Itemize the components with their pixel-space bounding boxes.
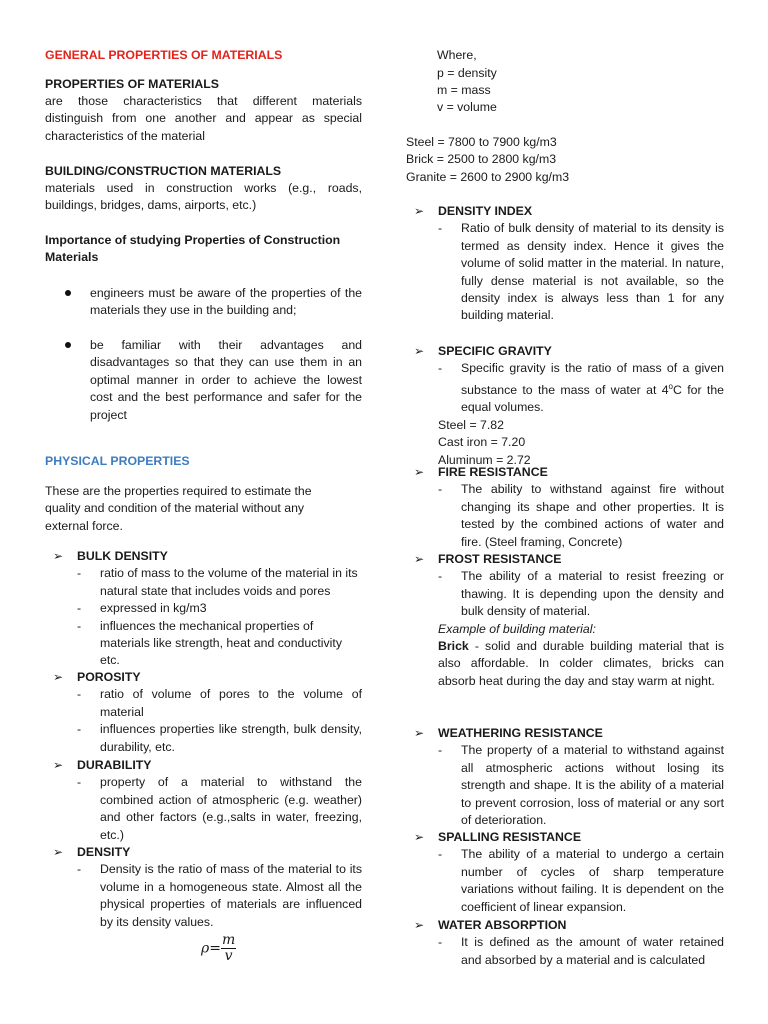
- durability-section: [45, 757, 362, 844]
- arrow-bullet-icon: ➢: [414, 465, 425, 479]
- list-item: - The ability to withstand against fire without changing its shape and other properties. It is tested by the combined actions of water and fire. (Steel framing, Concrete): [438, 482, 724, 549]
- bulk-density-label: BULK DENSITY: [77, 549, 168, 563]
- bullet-item: [45, 337, 362, 424]
- frost-resistance-section: [406, 551, 724, 690]
- arrow-bullet-icon: ➢: [414, 344, 425, 358]
- list-item: - influences the mechanical properties of materials like strength, heat and conductivity etc.: [77, 618, 342, 668]
- weathering-resistance-section: [406, 725, 724, 829]
- specific-gravity-value: Cast iron = 7.20: [438, 435, 526, 450]
- list-item: - The ability of a material to resist freezing or thawing. It is depending upon the density and bulk density of material.: [438, 569, 724, 619]
- bullet-dot: [65, 342, 71, 348]
- arrow-bullet-icon: ➢: [414, 918, 425, 932]
- brick-example: Brick - solid and durable building material that is also affordable. In colder climates, bricks can absorb heat during the day and stay warm at night.: [438, 639, 724, 688]
- density-formula: ρ= $\frac{m}{v}$: [201, 932, 236, 964]
- physical-properties-heading: PHYSICAL PROPERTIES: [45, 454, 190, 468]
- specific-gravity-value: Steel = 7.82: [438, 417, 504, 432]
- building-materials-text: materials used in construction works (e.g., roads, buildings, bridges, dams, airports, etc.): [45, 181, 362, 213]
- list-item: - influences properties like strength, bulk density, durability, etc.: [77, 722, 362, 754]
- density-value-line: Granite = 2600 to 2900 kg/m3: [406, 170, 570, 184]
- water-absorption-label: WATER ABSORPTION: [438, 918, 567, 932]
- arrow-bullet-icon: ➢: [414, 830, 425, 844]
- specific-gravity-value: Aluminum = 2.72: [438, 452, 531, 467]
- definition-line: m = mass: [437, 83, 491, 97]
- water-absorption-section: [406, 917, 724, 969]
- arrow-bullet-icon: ➢: [414, 726, 425, 740]
- arrow-bullet-icon: ➢: [53, 758, 64, 772]
- porosity-section: [45, 669, 362, 756]
- definition-line: v = volume: [437, 100, 497, 114]
- arrow-bullet-icon: ➢: [53, 845, 64, 859]
- density-index-label: DENSITY INDEX: [438, 204, 533, 218]
- building-materials-heading: BUILDING/CONSTRUCTION MATERIALS: [45, 164, 282, 178]
- document-title: GENERAL PROPERTIES OF MATERIALS: [45, 48, 283, 62]
- spalling-resistance-label: SPALLING RESISTANCE: [438, 830, 582, 844]
- properties-heading: PROPERTIES OF MATERIALS: [45, 77, 219, 91]
- porosity-label: POROSITY: [77, 670, 141, 684]
- example-label: Example of building material:: [438, 621, 596, 636]
- where-label: Where,: [437, 48, 477, 62]
- durability-label: DURABILITY: [77, 758, 152, 772]
- specific-gravity-section: [406, 343, 724, 469]
- physical-properties-text: These are the properties required to estimate the quality and condition of the material without any external force.: [45, 484, 312, 533]
- weathering-resistance-label: WEATHERING RESISTANCE: [438, 726, 603, 740]
- bullet-text: engineers must be aware of the properties of the materials they use in the building and;: [90, 286, 362, 318]
- bullet-dot: [65, 290, 71, 296]
- list-item: - Ratio of bulk density of material to its density is termed as density index. Hence it gives the volume of solid matter in the material. In nature, fully dense material is not available, so the density index is always less than 1 for any building material.: [438, 221, 724, 323]
- arrow-bullet-icon: ➢: [53, 549, 64, 563]
- list-item: - Density is the ratio of mass of the material to its volume in a homogeneous state. Almost all the physical properties of materials are influenced by its density values.: [77, 862, 362, 929]
- frost-resistance-label: FROST RESISTANCE: [438, 552, 562, 566]
- list-item: - Specific gravity is the ratio of mass of a given substance to the mass of water at 4$^o$C for the equal volumes.: [438, 361, 724, 415]
- density-value-line: Brick = 2500 to 2800 kg/m3: [406, 152, 557, 166]
- list-item: - It is defined as the amount of water retained and absorbed by a material and is calculated: [438, 935, 724, 967]
- arrow-bullet-icon: ➢: [414, 552, 425, 566]
- spalling-resistance-section: [406, 829, 724, 916]
- list-item: - ratio of mass to the volume of the material in its natural state that includes voids and pores: [77, 566, 358, 598]
- list-item: - property of a material to withstand the combined action of atmospheric (e.g. weather) and other factors (e.g.,salts in water, freezing, etc.): [77, 775, 362, 842]
- bulk-density-section: [45, 548, 362, 670]
- fire-resistance-label: FIRE RESISTANCE: [438, 465, 548, 479]
- fire-resistance-section: [406, 464, 724, 551]
- importance-heading: Importance of studying Properties of Construction Materials: [45, 233, 341, 265]
- bullet-text: be familiar with their advantages and disadvantages so that they can use them in an optimal manner in order to achieve the lowest cost and the best performance and safer for the project: [90, 338, 362, 422]
- density-index-section: [406, 203, 724, 325]
- list-item: - The ability of a material to undergo a certain number of cycles of sharp temperature variations without failing. It is dependent on the coefficient of linear expansion.: [438, 847, 724, 914]
- arrow-bullet-icon: ➢: [53, 670, 64, 684]
- density-label: DENSITY: [77, 845, 131, 859]
- properties-text: are those characteristics that different materials distinguish from one another and appear as special characteristics of the material: [45, 94, 362, 143]
- list-item: - ratio of volume of pores to the volume of material: [77, 687, 362, 719]
- definition-line: p = density: [437, 66, 497, 80]
- list-item: - The property of a material to withstand against all atmospheric actions without losing its strength and shape. It is the ability of a material to prevent corrosion, loss of material or any sort of deterioration.: [438, 743, 724, 828]
- bullet-item: [45, 285, 362, 320]
- specific-gravity-label: SPECIFIC GRAVITY: [438, 344, 552, 358]
- arrow-bullet-icon: ➢: [414, 204, 425, 218]
- list-item: - expressed in kg/m3: [77, 601, 207, 616]
- density-section: [45, 844, 362, 931]
- density-value-line: Steel = 7800 to 7900 kg/m3: [406, 135, 557, 149]
